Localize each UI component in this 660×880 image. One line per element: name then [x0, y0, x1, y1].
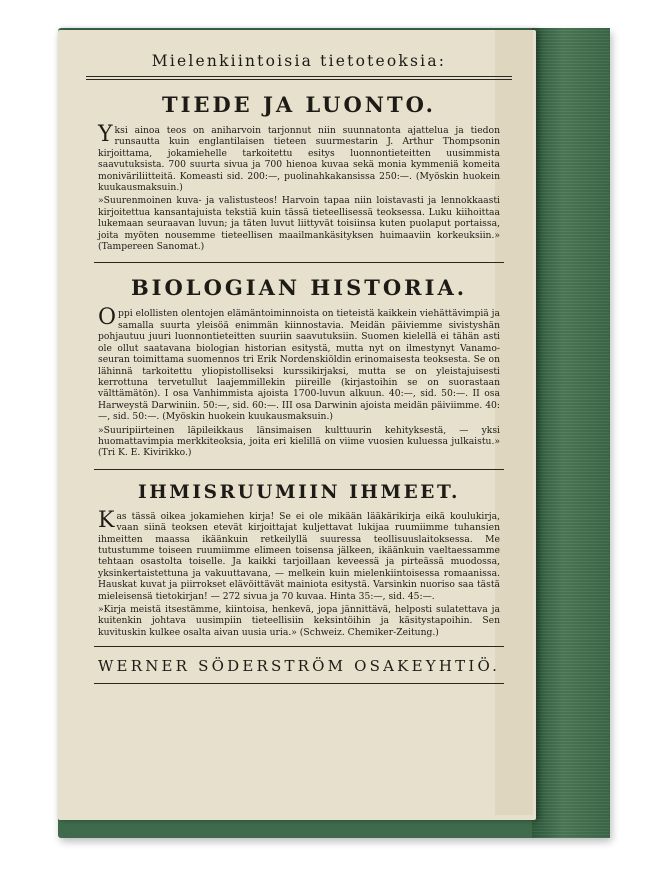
series-title: Mielenkiintoisia tietoteoksia:: [151, 52, 447, 70]
section-title-biologia: BIOLOGIAN HISTORIA.: [130, 275, 468, 301]
section-divider: [94, 646, 504, 647]
review-quote-tiede: »Suurenmoinen kuva- ja valistusteos! Harvoin tapaa niin loistavasti ja lennokkaasti kirjoitettua kansantajuista tekstiä kuin tässä tieteellisessä teoksessa. Luku kiihoittaa lukemaan seuraavan luvun; ja täten luvut liittyvät toisiinsa kuten puolaput portaissa, joita myöten nousemme tieteellisen maailmankäsityksen huimaaviin korkeuksiin.» (Tampereen Sanomat.): [98, 195, 500, 253]
section-title-tiede: TIEDE JA LUONTO.: [162, 92, 436, 117]
publisher-name: WERNER SÖDERSTRÖM OSAKEYHTIÖ.: [97, 657, 501, 676]
section-divider: [94, 262, 504, 263]
review-quote-ihmisruumis: »Kirja meistä itsestämme, kiintoisa, henkevä, jopa jännittävä, helposti sulatettava ja kuitenkin johtava uusimpiin tieteellisiin keksintöihin ja käsitystapoihin. Sen kuvituskin kulkee osalta aivan uusia uria.» (Schweiz. Chemiker-Zeitung.): [98, 604, 500, 638]
body-text: ppi elollisten olentojen elämäntoiminnoista on tieteistä kaikkein viehättävimpiä ja samalla suurta yleisöä enimmän kiinnostavia. Meidän päiviemme sivistyshän pohjautuu juuri luonnontieteitten suuriin saavutuksiin. Suomen kielellä ei tähän asti ole ollut saatavana biologian historian esitystä, mutta nyt on ilmestynyt Vanamo-seuran toimittama suomennos tri Erik Nordenskiöldin erinomaisesta teoksesta. Se on lähinnä tarkoitettu yliopistolliseksi kurssikirjaksi, mutta se on yleistajuisesti kerrottuna tervetullut laajemmillekin piireille (kirjastoihin se on suorastaan välttämätön). I osa Vanhimmista ajoista 1700-luvun alkuun. 40:—, sid. 50:—. II osa Harweystä Darwiniin. 50:—, sid. 60:—. III osa Darwinin ajoista meidän päiviimme. 40:—, sid. 50:—. (Myöskin huokein kuukausmaksuin.): [98, 308, 500, 423]
jacket-text: [86, 48, 512, 684]
section-body-ihmisruumis: [98, 507, 500, 602]
section-divider: [94, 469, 504, 470]
header-rule: [86, 76, 512, 80]
review-quote-biologia: »Suuripiirteinen läpileikkaus länsimaisen kulttuurin kehityksestä, — yksi huomattavimpia merkkiteoksia, joita eri kielillä on viime vuosien kuluessa julkaistu.» (Tri K. E. Kivirikko.): [98, 424, 500, 459]
body-text: ksi ainoa teos on aniharvoin tarjonnut niin suunnatonta ajattelua ja tiedon runsautta kuin englantilaisen tieteen suurmestarin J. Arthur Thompsonin kirjoittama, jokamiehelle tarkoitettu esitys luonnontieteitten uusimmista saavutuksista. 700 suurta sivua ja 700 hienoa kuvaa sekä monia kymmeniä komeita moniväriliitteitä. Komeasti sid. 200:—, puolinahkakansissa 250:—. (Myöskin huokein kuukausmaksuin.): [98, 125, 500, 194]
section-body-biologia: [98, 305, 500, 423]
footer-rule: [94, 683, 504, 684]
section-body-tiede: [98, 122, 500, 194]
green-cloth-binding: [532, 28, 610, 838]
drop-cap: O: [98, 305, 117, 331]
drop-cap: K: [98, 507, 115, 533]
drop-cap: Y: [98, 122, 113, 147]
body-text: as tässä oikea jokamiehen kirja! Se ei ole mikään lääkärikirja eikä koulukirja, vaan siinä teoksen etevät kirjoittajat kuljettavat lukijaa ruumiimme tuhansien ihmeitten maassa ikäänkuin retkeilyllä suuressa teollisuuslaitoksessa. Me tutustumme toiseen ruumiimme elimeen toisensa jälkeen, ikäänkuin vaeltaessamme tehtaan osastolta toiselle. Ja kaikki tarjoillaan keveessä ja pirteässä muodossa, yksinkertaistettuna ja vakuuttavana, — melkein kuin mielenkiintoisessa romaanissa. Hauskat kuvat ja piirrokset elävöittävät mainiota esitystä. Varsinkin nuoriso saa tästä mieleisensä tietokirjan! — 272 sivua ja 70 kuvaa. Hinta 35:—, sid. 45:—.: [98, 510, 500, 602]
section-title-ihmisruumis: IHMISRUUMIIN IHMEET.: [137, 481, 461, 503]
